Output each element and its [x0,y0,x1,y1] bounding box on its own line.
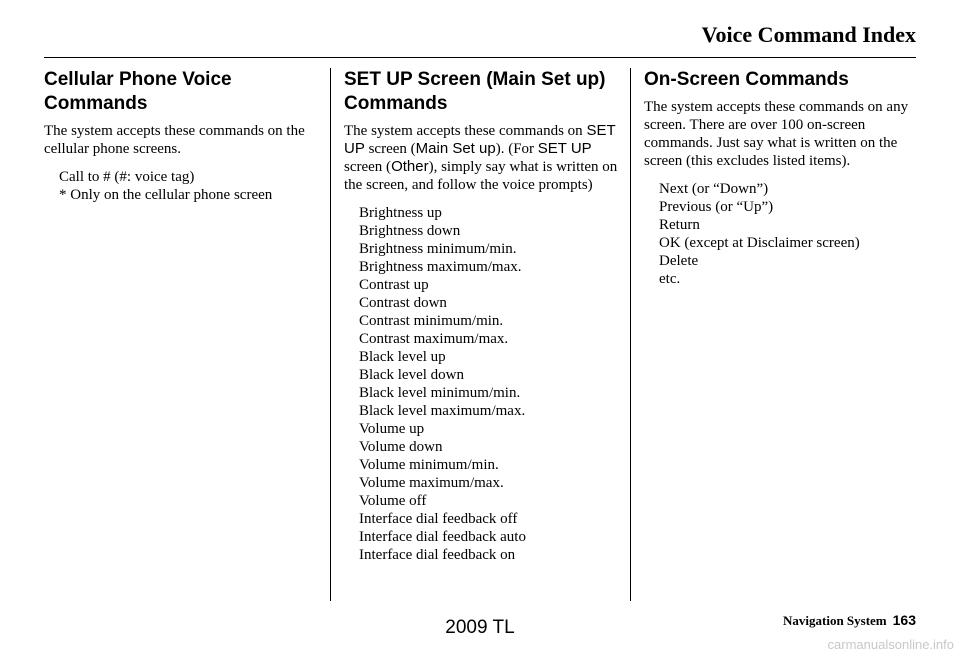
intro-text: ). (For [495,141,538,157]
onscreen-commands-heading: On-Screen Commands [644,69,849,90]
footer-system-label: Navigation System [783,613,887,628]
command-item: Call to # (#: voice tag) [59,169,195,185]
screen-name: SET UP [537,140,592,157]
onscreen-commands-column [644,68,920,288]
setup-commands-intro [344,122,626,194]
command-item: Contrast minimum/min. [359,313,504,329]
setup-commands-column [344,68,626,564]
command-item: Return [659,217,700,233]
command-item: Black level maximum/max. [359,403,526,419]
footer-model: 2009 TL [445,617,515,638]
watermark: carmanualsonline.info [827,637,954,652]
setup-commands-heading: SET UP Screen (Main Set up) Commands [344,69,606,114]
command-item: Contrast down [359,295,447,311]
command-item: Volume down [359,439,443,455]
command-item: * Only on the cellular phone screen [59,187,273,203]
command-item: Brightness maximum/max. [359,259,522,275]
command-item: Brightness down [359,223,461,239]
setup-command-list [344,204,626,564]
command-item: Contrast maximum/max. [359,331,509,347]
command-item: Next (or “Down”) [659,181,769,197]
command-item: Volume minimum/min. [359,457,499,473]
command-item: Black level up [359,349,446,365]
command-item: etc. [659,271,681,287]
cellular-commands-intro: The system accepts these commands on the cellular phone screens. [44,123,305,157]
command-item: OK (except at Disclaimer screen) [659,235,860,251]
command-item: Volume up [359,421,425,437]
cellular-command-list [44,168,326,204]
screen-name: SET UP [344,122,616,157]
intro-text: screen ( [364,141,416,157]
command-item: Black level minimum/min. [359,385,521,401]
onscreen-commands-intro: The system accepts these commands on any screen. There are over 100 on-screen commands. Just say what is written on the screen (this excludes listed items). [644,99,909,169]
cellular-commands-column [44,68,326,204]
command-item: Interface dial feedback on [359,547,516,563]
page-header-title: Voice Command Index [701,22,916,47]
column-divider-1 [330,68,331,601]
cellular-commands-heading: Cellular Phone Voice Commands [44,69,232,114]
screen-name: Main Set up [415,140,496,157]
command-item: Interface dial feedback off [359,511,518,527]
command-item: Black level down [359,367,464,383]
command-item: Brightness up [359,205,442,221]
intro-text: screen ( [344,159,392,175]
command-item: Volume off [359,493,427,509]
intro-text: The system accepts these commands on [344,123,587,139]
column-divider-2 [630,68,631,601]
command-item: Previous (or “Up”) [659,199,774,215]
command-item: Contrast up [359,277,429,293]
command-item: Brightness minimum/min. [359,241,517,257]
command-item: Interface dial feedback auto [359,529,526,545]
command-item: Volume maximum/max. [359,475,504,491]
onscreen-command-list [644,180,920,288]
header-rule [44,57,916,58]
intro-text: ), simply say what is written on the screen, and follow the voice prompts) [344,159,618,193]
command-item: Delete [659,253,699,269]
screen-name: Other [391,158,429,175]
page-number: 163 [892,612,916,628]
